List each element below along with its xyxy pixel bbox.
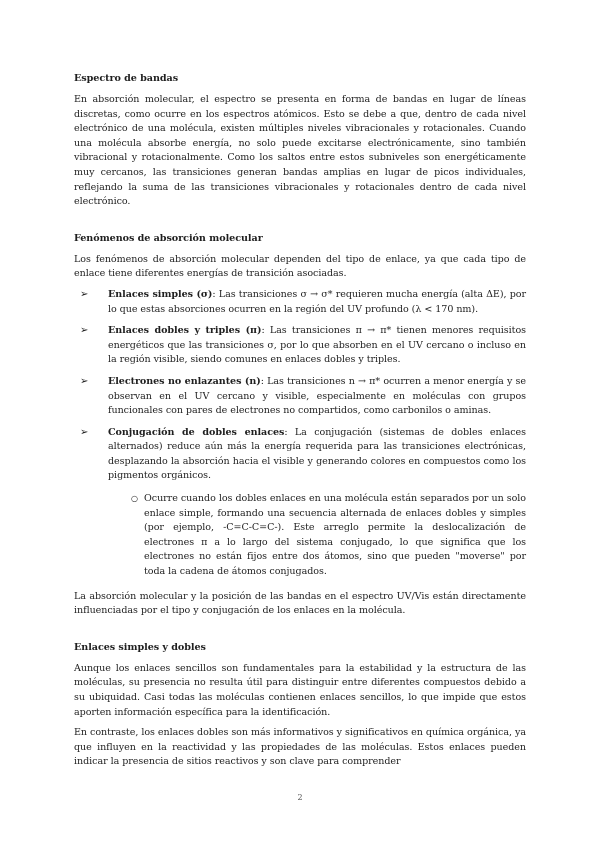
section-espectro-de-bandas: [74, 72, 526, 210]
arrow-bullet-icon: ➢: [80, 375, 89, 387]
bullet-text: : La conjugación (sistemas de dobles enlaces alternados) reduce aún más la energía requerida para las transiciones electrónicas, desplazando la absorción hacia el visible y generando colores en compuestos como los pigmentos orgánicos.: [108, 426, 526, 482]
bullet-text: : Las transiciones π → π* tienen menores requisitos energéticos que las transiciones σ, por lo que absorben en el UV cercano o incluso en la región visible, siendo comunes en enlaces dobles y triples.: [108, 325, 526, 366]
section-heading: Espectro de bandas: [74, 73, 179, 84]
section-enlaces-simples-dobles: [74, 641, 526, 770]
bullet-text: : Las transiciones σ → σ* requieren mucha energía (alta ΔE), por lo que estas absorciones ocurren en la región del UV profundo (λ < 170 nm).: [108, 288, 526, 315]
section-heading: Enlaces simples y dobles: [74, 641, 206, 653]
arrow-bullet-icon: ➢: [80, 325, 89, 337]
bullet-text: : Las transiciones n → π* ocurren a menor energía y se observan en el UV cercano y visible, especialmente en moléculas con grupos funcionales con pares de electrones no compartidos, como carbonilos o aminas.: [108, 375, 527, 417]
arrow-bullet-icon: ➢: [80, 288, 89, 300]
sub-bullet-list: [108, 492, 526, 580]
circle-bullet-icon: ○: [131, 494, 138, 504]
page-content: [74, 72, 526, 792]
bullet-term: Enlaces dobles y triples (π): [108, 325, 262, 337]
bullet-term: Electrones no enlazantes (n): [108, 375, 261, 387]
arrow-bullet-icon: ➢: [80, 426, 89, 438]
list-item: [74, 324, 526, 368]
section-heading: Fenómenos de absorción molecular: [74, 232, 263, 244]
paragraph: Aunque los enlaces sencillos son fundamentales para la estabilidad y la estructura de las moléculas, su presencia no resulta útil para distinguir entre diferentes compuestos debido a su ubiquidad. Casi todas las moléculas contienen enlaces sencillos, lo que impide que estos aporten información específica para la identificación.: [74, 662, 526, 718]
bullet-list: [74, 288, 526, 580]
page-number: 2: [297, 793, 303, 802]
section-fenomenos-absorcion: [74, 232, 526, 619]
bullet-term: Conjugación de dobles enlaces: [108, 426, 285, 438]
sub-list-item: [108, 492, 526, 580]
list-item: [74, 375, 526, 419]
paragraph: En contraste, los enlaces dobles son más informativos y significativos en química orgánica, ya que influyen en la reactividad y las propiedades de las moléculas. Estos enlaces pueden indicar la presencia de sitios reactivos y son clave para comprender: [74, 727, 526, 768]
paragraph: La absorción molecular y la posición de las bandas en el espectro UV/Vis están directamente influenciadas por el tipo y conjugación de los enlaces en la molécula.: [74, 590, 526, 617]
paragraph: En absorción molecular, el espectro se presenta en forma de bandas en lugar de líneas discretas, como ocurre en los espectros atómicos. Esto se debe a que, dentro de cada nivel electrónico de una molécula, existen múltiples niveles vibracionales y rotacionales. Cuando una molécula absorbe energía, no solo puede excitarse electrónicamente, sino también vibracional y rotacionalmente. Como los saltos entre estos subniveles son energéticamente muy cercanos, las transiciones generan bandas amplias en lugar de picos individuales, reflejando la suma de las transiciones vibracionales y rotacionales dentro de cada nivel electrónico.: [74, 94, 526, 208]
list-item: [74, 426, 526, 580]
list-item: [74, 288, 526, 317]
paragraph: Los fenómenos de absorción molecular dependen del tipo de enlace, ya que cada tipo de enlace tiene diferentes energías de transición asociadas.: [74, 253, 526, 280]
sub-bullet-text: Ocurre cuando los dobles enlaces en una molécula están separados por un solo enlace simple, formando una secuencia alternada de enlaces dobles y simples (por ejemplo, -C=C-C=C-). Este arreglo permite la deslocalización de electrones π a lo largo del sistema conjugado, lo que significa que los electrones no están fijos entre dos átomos, sino que pueden "moverse" por toda la cadena de átomos conjugados.: [144, 493, 526, 578]
bullet-term: Enlaces simples (σ): [108, 288, 213, 300]
